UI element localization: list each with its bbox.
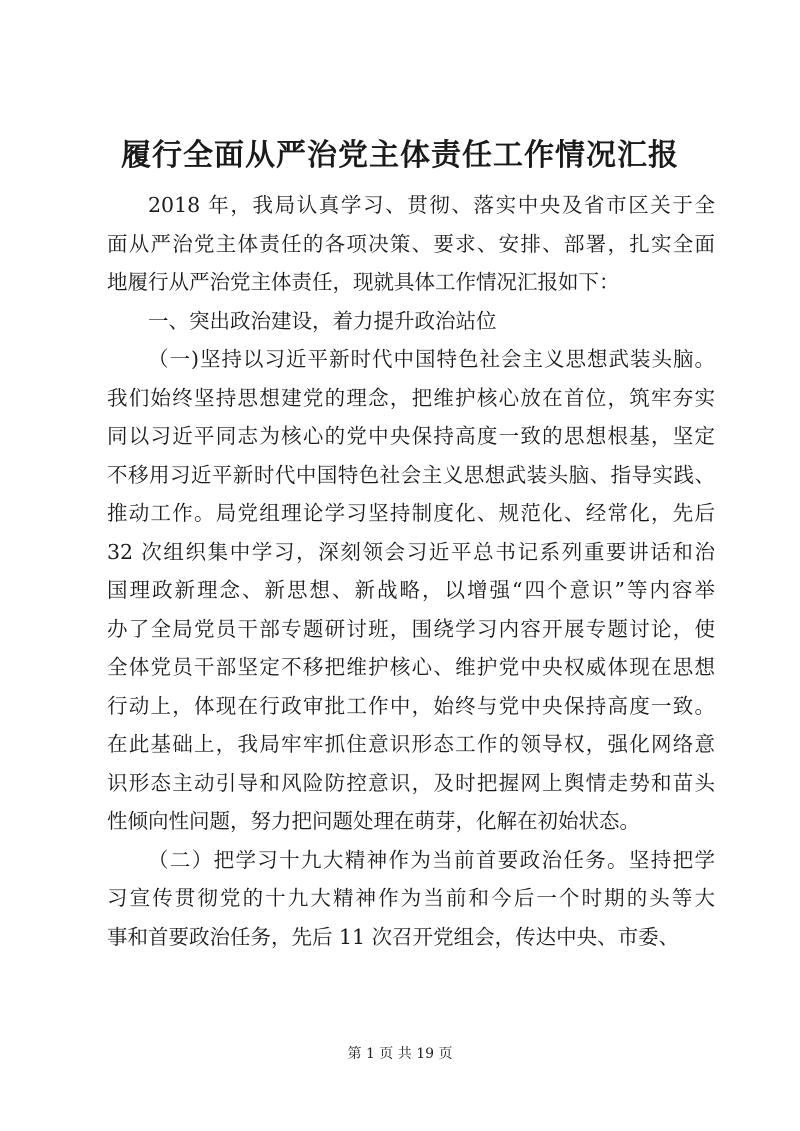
text-line: 一、突出政治建设，着力提升政治站位 [148, 308, 497, 333]
text-line: 面从严治党主体责任的各项决策、要求、安排、部署，扎实全面 [107, 231, 715, 256]
paragraph-intro [107, 186, 715, 302]
text-line: 办了全局党员干部专题研讨班，围绕学习内容开展专题讨论，使 [107, 616, 715, 641]
text-line: 我们始终坚持思想建党的理念，把维护核心放在首位，筑牢夯实 [107, 385, 715, 410]
text-line: 地履行从严治党主体责任，现就具体工作情况汇报如下： [107, 270, 620, 294]
text-line: 同以习近平同志为核心的党中央保持高度一致的思想根基，坚定 [107, 424, 715, 448]
text-line: 行动上，体现在行政审批工作中，始终与党中央保持高度一致。 [107, 693, 715, 718]
document-body [107, 186, 715, 956]
text-line: （二）把学习十九大精神作为当前首要政治任务。坚持把学 [148, 847, 715, 872]
paragraph-section-1-1 [107, 340, 715, 841]
text-line: 全体党员干部坚定不移把维护核心、维护党中央权威体现在思想 [107, 655, 715, 679]
text-line: 性倾向性问题，努力把问题处理在萌芽，化解在初始状态。 [107, 809, 640, 833]
text-line: 国理政新理念、新思想、新战略，以增强“四个意识”等内容举 [107, 578, 715, 602]
paragraph-heading-1 [107, 302, 715, 341]
text-line: 32 次组织集中学习，深刻领会习近平总书记系列重要讲话和治 [107, 539, 715, 564]
paragraph-section-1-2 [107, 841, 715, 957]
text-line: 在此基础上，我局牢牢抓住意识形态工作的领导权，强化网络意 [107, 732, 715, 756]
text-line: 事和首要政治任务，先后 11 次召开党组会，传达中央、市委、 [107, 924, 680, 949]
text-line: 识形态主动引导和风险防控意识，及时把握网上舆情走势和苗头 [107, 770, 715, 795]
text-line: （一)坚持以习近平新时代中国特色社会主义思想武装头脑。 [148, 347, 715, 371]
text-line: 2018 年，我局认真学习、贯彻、落实中央及省市区关于全 [148, 193, 715, 217]
text-line: 不移用习近平新时代中国特色社会主义思想武装头脑、指导实践、 [107, 462, 715, 487]
page-footer: 第 1 页 共 19 页 [347, 1046, 453, 1062]
document-title: 履行全面从严治党主体责任工作情况汇报 [121, 138, 679, 173]
text-line: 推动工作。局党组理论学习坚持制度化、规范化、经常化，先后 [107, 501, 715, 525]
text-line: 习宣传贯彻党的十九大精神作为当前和今后一个时期的头等大 [107, 886, 715, 910]
